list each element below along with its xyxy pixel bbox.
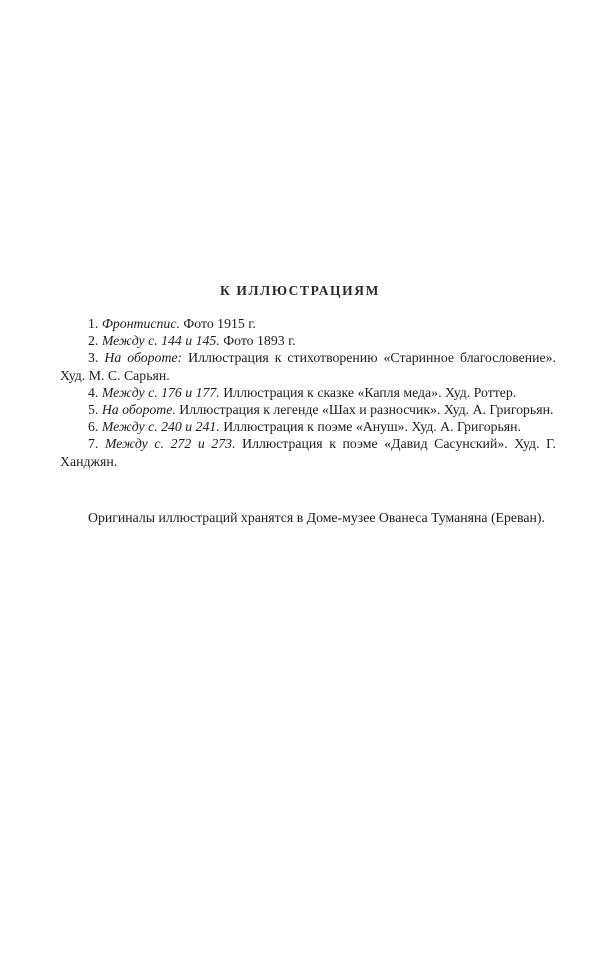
illustration-list	[60, 315, 556, 470]
item-text: Иллюстрация к сказке «Капля меда». Худ. Роттер.	[223, 384, 517, 400]
item-location: На обороте.	[101, 402, 176, 418]
originals-note: Оригиналы иллюстраций хранятся в Доме-музее Ованеса Туманяна (Ереван).	[88, 510, 545, 525]
item-text: Фото 1893 г.	[223, 333, 296, 349]
item-number: 5.	[88, 402, 99, 418]
item-location: Между с. 176 и 177.	[101, 384, 220, 400]
list-item	[60, 384, 556, 401]
item-location: Между с. 144 и 145.	[101, 333, 220, 349]
item-text: Иллюстрация к легенде «Шах и разносчик». Худ. А. Григорьян.	[179, 402, 554, 418]
list-item	[60, 401, 556, 418]
item-location: Фронтиспис.	[101, 316, 180, 331]
list-item	[60, 332, 556, 349]
section-heading: К ИЛЛЮСТРАЦИЯМ	[220, 283, 380, 298]
item-number: 1.	[88, 316, 99, 331]
item-number: 6.	[88, 419, 99, 435]
item-text: Иллюстрация к поэме «Давид Сасунский». Худ. Г. Ханджян.	[60, 436, 556, 469]
list-item	[60, 418, 556, 435]
item-location: Между с. 272 и 273.	[104, 436, 236, 452]
item-number: 4.	[88, 384, 99, 400]
item-text: Фото 1915 г.	[183, 316, 256, 331]
item-number: 3.	[88, 350, 99, 366]
list-item	[60, 315, 556, 332]
item-number: 7.	[88, 436, 99, 452]
list-item	[60, 349, 556, 383]
item-location: Между с. 240 и 241.	[101, 419, 220, 435]
item-number: 2.	[88, 333, 99, 349]
list-item	[60, 435, 556, 469]
item-text: Иллюстрация к поэме «Ануш». Худ. А. Григорьян.	[223, 419, 521, 435]
item-location: На обороте:	[104, 350, 183, 366]
item-text: Иллюстрация к стихотворению «Старинное благословение». Худ. М. С. Сарьян.	[60, 350, 556, 383]
